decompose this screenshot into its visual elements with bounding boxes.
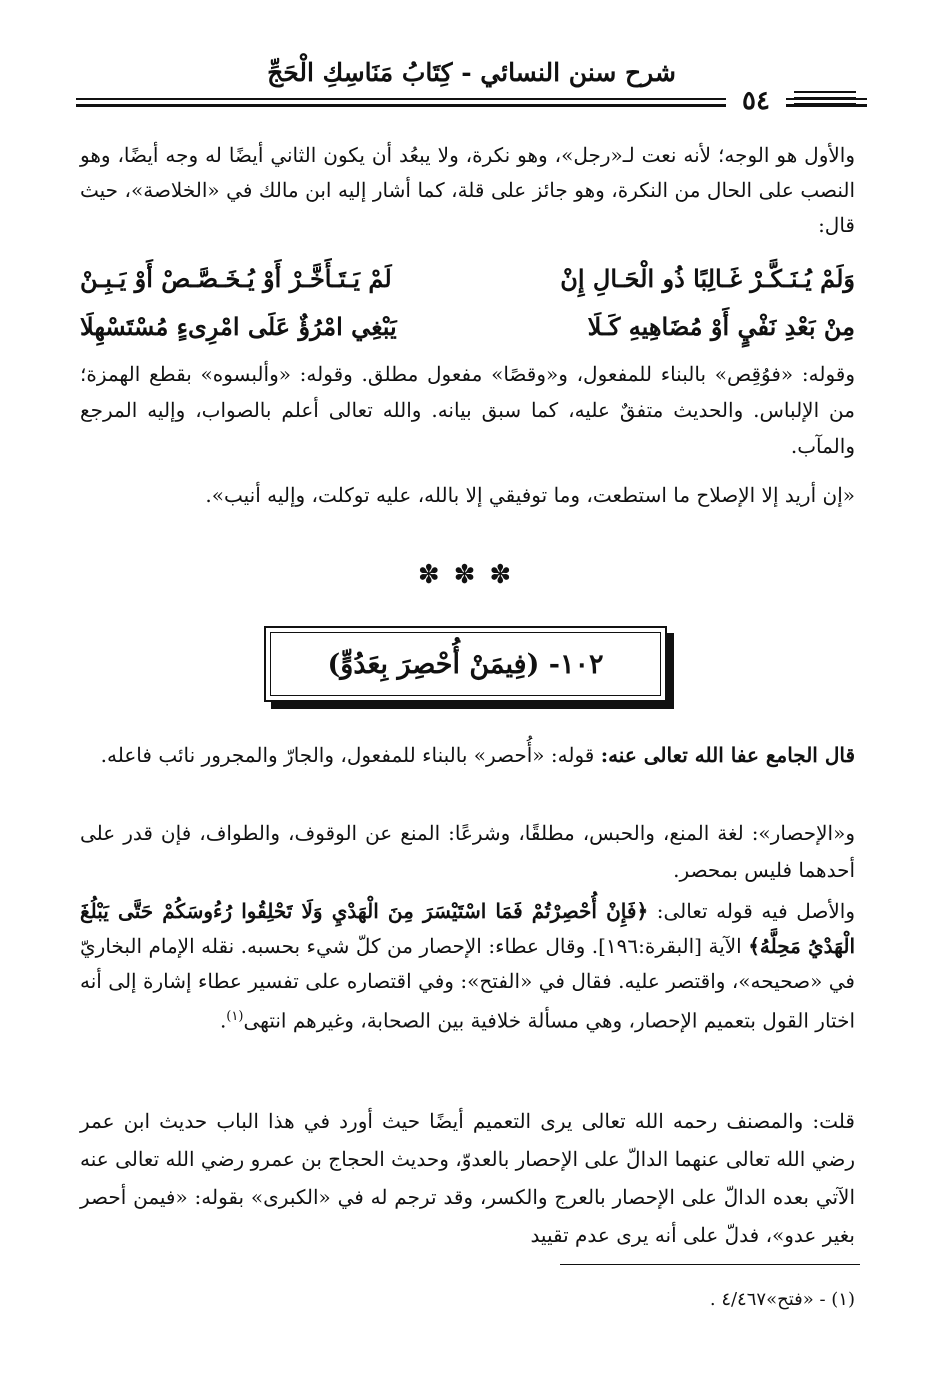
author-lead: قال الجامع عفا الله تعالى عنه: (600, 743, 855, 767)
paragraph (80, 894, 855, 1039)
chapter-heading-box (264, 626, 667, 702)
paragraph: وقوله: «فوُقِص» بالبناء للمفعول، و«وقصًا» مفعول مطلق. وقوله: «وألبسوه» بقطع الهمزة؛ من الإلباس. والحديث متفقٌ عليه، كما سبق بيانه. والله تعالى أعلم بالصواب، وإليه المرجع والمآب. (80, 362, 855, 458)
verse-hemistich: وَلَمْ يُـنَـكَّـرْ غَـالِبًا ذُو الْحَـالِ إِنْ (560, 264, 855, 293)
footnote-rule (560, 1264, 860, 1265)
paragraph-text: الآية [البقرة:١٩٦]. وقال عطاء: الإحصار من كلّ شيء بحسبه. نقله الإمام البخاريّ في «صحيحه»، واقتصر عليه. فقال في «الفتح»: وفي اقتصاره على تفسير عطاء إشارة إلى أنه اختار القول بتعميم الإحصار، وهي مسألة خلافية بين الصحابة، وغيرهم انتهى (80, 934, 855, 1033)
poetry-verse (80, 254, 855, 304)
header-title: شرح سنن النسائي - كِتَابُ مَنَاسِكِ الْحَجِّ (267, 58, 676, 87)
footnote: (١) - «فتح»٤/٤٦٧ . (709, 1289, 855, 1310)
chapter-title: ١٠٢- (فِيمَنْ أُحْصِرَ بِعَدُوٍّ) (270, 632, 661, 696)
page-number-rule (794, 91, 856, 93)
quran-verse: ﴿فَإِنْ أُحْصِرْتُمْ فَمَا اسْتَيْسَرَ مِنَ الْهَدْيِ وَلَا تَحْلِقُوا رُءُوسَكُمْ حَتَّى يَبْلُغَ الْهَدْيُ مَحِلَّهُ﴾ (80, 899, 855, 958)
paragraph: «إن أريد إلا الإصلاح ما استطعت، وما توفيقي إلا بالله، عليه توكلت، وإليه أنيب». (205, 483, 855, 507)
paragraph (80, 737, 855, 774)
paragraph: قلت: والمصنف رحمه الله تعالى يرى التعميم أيضًا حيث أورد في هذا الباب حديث ابن عمر رضي الله تعالى عنهما الدالّ على الإحصار بالعدوّ، وحديث الحجاج بن عمرو رضي الله تعالى عنه الآتي بعده الدالّ على الإحصار بالعرج والكسر، وقد ترجم له في «الكبرى» بقوله: «فيمن أحصر بغير عدو»، فدلّ على أنه يرى عدم تقييد (80, 1109, 855, 1247)
paragraph-text: . (219, 1008, 227, 1033)
paragraph-text: قوله: «أُحصر» بالبناء للمفعول، والجارّ والمجرور نائب فاعله. (100, 743, 601, 767)
page-number: ٥٤ (726, 86, 786, 116)
verse-hemistich: مِنْ بَعْدِ نَفْيٍ أَوْ مُضَاهِيهِ كَـلَا (587, 312, 855, 341)
paragraph-text: والأصل فيه قوله تعالى: (648, 899, 855, 923)
verse-hemistich: يَبْغِي امْرُؤٌ عَلَى امْرِىءٍ مُسْتَسْهِلَا (80, 312, 397, 341)
poetry-verse (80, 302, 855, 352)
page-number-rule (794, 97, 856, 99)
footnote-ref[interactable]: (١) (226, 1009, 244, 1024)
verse-hemistich: لَمْ يَـتَـأَخَّـرْ أَوْ يُـخَـصَّـصْ أَوْ يَـبِـنْ (80, 264, 392, 293)
paragraph: والأول هو الوجه؛ لأنه نعت لـ«رجل»، وهو نكرة، ولا يبعُد أن يكون الثاني أيضًا له وجه أيضًا، وهو النصب على الحال من النكرة، وهو جائز على قلة، كما أشار إليه ابن مالك في «الخلاصة»، حيث قال: (80, 143, 855, 237)
paragraph: و«الإحصار»: لغة المنع، والحبس، مطلقًا، وشرعًا: المنع عن الوقوف، والطواف، فإن قدر على أحدهما فليس بمحصر. (80, 821, 855, 882)
section-separator: ✽✽✽ (417, 560, 526, 590)
page-number-rule (794, 103, 856, 105)
